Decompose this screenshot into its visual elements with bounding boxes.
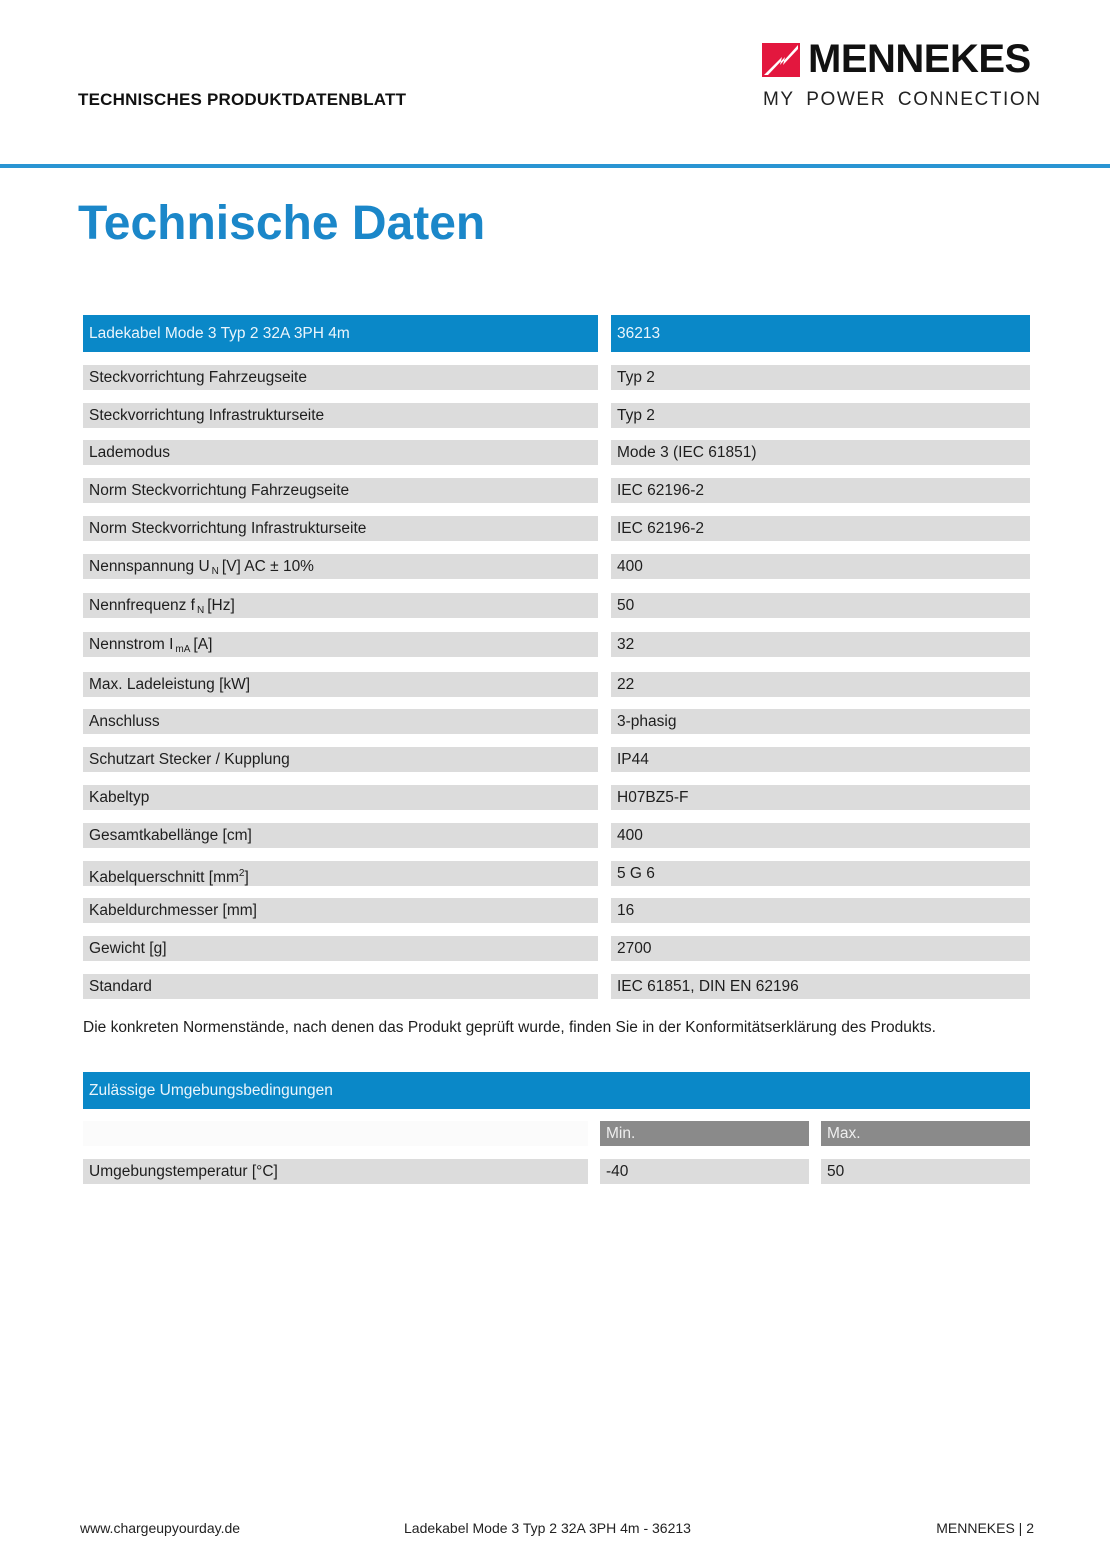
spec-label xyxy=(83,593,598,618)
spec-value: 2700 xyxy=(611,936,1030,961)
spec-row xyxy=(83,632,1030,657)
environment-header-blank xyxy=(83,1121,588,1146)
spec-label-superscript: 2 xyxy=(238,868,245,879)
spec-value: Typ 2 xyxy=(611,403,1030,428)
spec-value: 22 xyxy=(611,672,1030,697)
spec-row xyxy=(83,747,1030,772)
logo-brand-text: MENNEKES xyxy=(808,37,1031,81)
spec-table-header xyxy=(83,315,1030,352)
spec-row xyxy=(83,554,1030,579)
article-number: 36213 xyxy=(611,315,1030,352)
mennekes-logo xyxy=(762,37,1042,115)
spec-label: Schutzart Stecker / Kupplung xyxy=(83,747,598,772)
spec-label-subscript: N xyxy=(197,605,205,616)
spec-label xyxy=(83,632,598,657)
page-title: Technische Daten xyxy=(78,197,486,250)
spec-label-text: Nennspannung U xyxy=(89,558,210,575)
spec-label-subscript: N xyxy=(211,566,219,577)
spec-value: IEC 62196-2 xyxy=(611,478,1030,503)
spec-row xyxy=(83,709,1030,734)
spec-label xyxy=(83,554,598,579)
spec-row xyxy=(83,403,1030,428)
spec-row xyxy=(83,672,1030,697)
spec-value: 32 xyxy=(611,632,1030,657)
spec-label: Max. Ladeleistung [kW] xyxy=(83,672,598,697)
spec-label: Gesamtkabellänge [cm] xyxy=(83,823,598,848)
spec-row xyxy=(83,936,1030,961)
environment-row-min: -40 xyxy=(600,1159,809,1184)
spec-label-text: Nennfrequenz f xyxy=(89,597,195,614)
spec-label: Gewicht [g] xyxy=(83,936,598,961)
spec-row xyxy=(83,516,1030,541)
environment-row-max: 50 xyxy=(821,1159,1030,1184)
product-name: Ladekabel Mode 3 Typ 2 32A 3PH 4m xyxy=(83,315,598,352)
spec-label: Steckvorrichtung Fahrzeugseite xyxy=(83,365,598,390)
spec-label-unit: [V] AC ± 10% xyxy=(221,558,314,575)
standards-note: Die konkreten Normenstände, nach denen das Produkt geprüft wurde, finden Sie in der Konformitätserklärung des Produkts. xyxy=(83,1019,936,1036)
spec-value: 400 xyxy=(611,823,1030,848)
logo-tagline: MY POWER CONNECTION xyxy=(763,89,1042,110)
spec-row xyxy=(83,974,1030,999)
spec-value: 5 G 6 xyxy=(611,861,1030,886)
spec-value: Mode 3 (IEC 61851) xyxy=(611,440,1030,465)
spec-label: Kabeldurchmesser [mm] xyxy=(83,898,598,923)
document-type-heading: TECHNISCHES PRODUKTDATENBLATT xyxy=(78,90,407,109)
footer-website: www.chargeupyourday.de xyxy=(80,1520,241,1536)
spec-row xyxy=(83,898,1030,923)
spec-label: Kabeltyp xyxy=(83,785,598,810)
spec-row xyxy=(83,593,1030,618)
spec-label: Lademodus xyxy=(83,440,598,465)
spec-label-unit: ] xyxy=(244,869,249,886)
spec-label: Norm Steckvorrichtung Infrastrukturseite xyxy=(83,516,598,541)
environment-col-max: Max. xyxy=(821,1121,1030,1146)
spec-label-unit: [Hz] xyxy=(207,597,235,614)
spec-value: IEC 61851, DIN EN 62196 xyxy=(611,974,1030,999)
lightning-bolt-logo-icon xyxy=(762,43,800,77)
spec-label: Steckvorrichtung Infrastrukturseite xyxy=(83,403,598,428)
spec-label-text: Kabelquerschnitt [mm xyxy=(89,869,239,886)
spec-value: H07BZ5-F xyxy=(611,785,1030,810)
spec-value: IP44 xyxy=(611,747,1030,772)
spec-value: 50 xyxy=(611,593,1030,618)
spec-row xyxy=(83,440,1030,465)
spec-label: Norm Steckvorrichtung Fahrzeugseite xyxy=(83,478,598,503)
spec-label-text: Nennstrom I xyxy=(89,636,174,653)
spec-label xyxy=(83,861,598,886)
spec-label: Anschluss xyxy=(83,709,598,734)
spec-row xyxy=(83,478,1030,503)
footer-page-number: MENNEKES | 2 xyxy=(936,1520,1034,1536)
spec-row xyxy=(83,785,1030,810)
spec-label-subscript: mA xyxy=(175,644,191,655)
spec-value: IEC 62196-2 xyxy=(611,516,1030,541)
footer-product: Ladekabel Mode 3 Typ 2 32A 3PH 4m - 36213 xyxy=(404,1520,691,1536)
spec-label-unit: [A] xyxy=(193,636,213,653)
environment-col-min: Min. xyxy=(600,1121,809,1146)
spec-row xyxy=(83,823,1030,848)
environment-row-label: Umgebungstemperatur [°C] xyxy=(83,1159,588,1184)
spec-value: Typ 2 xyxy=(611,365,1030,390)
spec-value: 3-phasig xyxy=(611,709,1030,734)
spec-row xyxy=(83,861,1030,886)
environment-table-header: Zulässige Umgebungsbedingungen xyxy=(83,1072,1030,1109)
spec-row xyxy=(83,365,1030,390)
header-divider xyxy=(0,164,1110,168)
spec-label: Standard xyxy=(83,974,598,999)
spec-value: 16 xyxy=(611,898,1030,923)
spec-value: 400 xyxy=(611,554,1030,579)
